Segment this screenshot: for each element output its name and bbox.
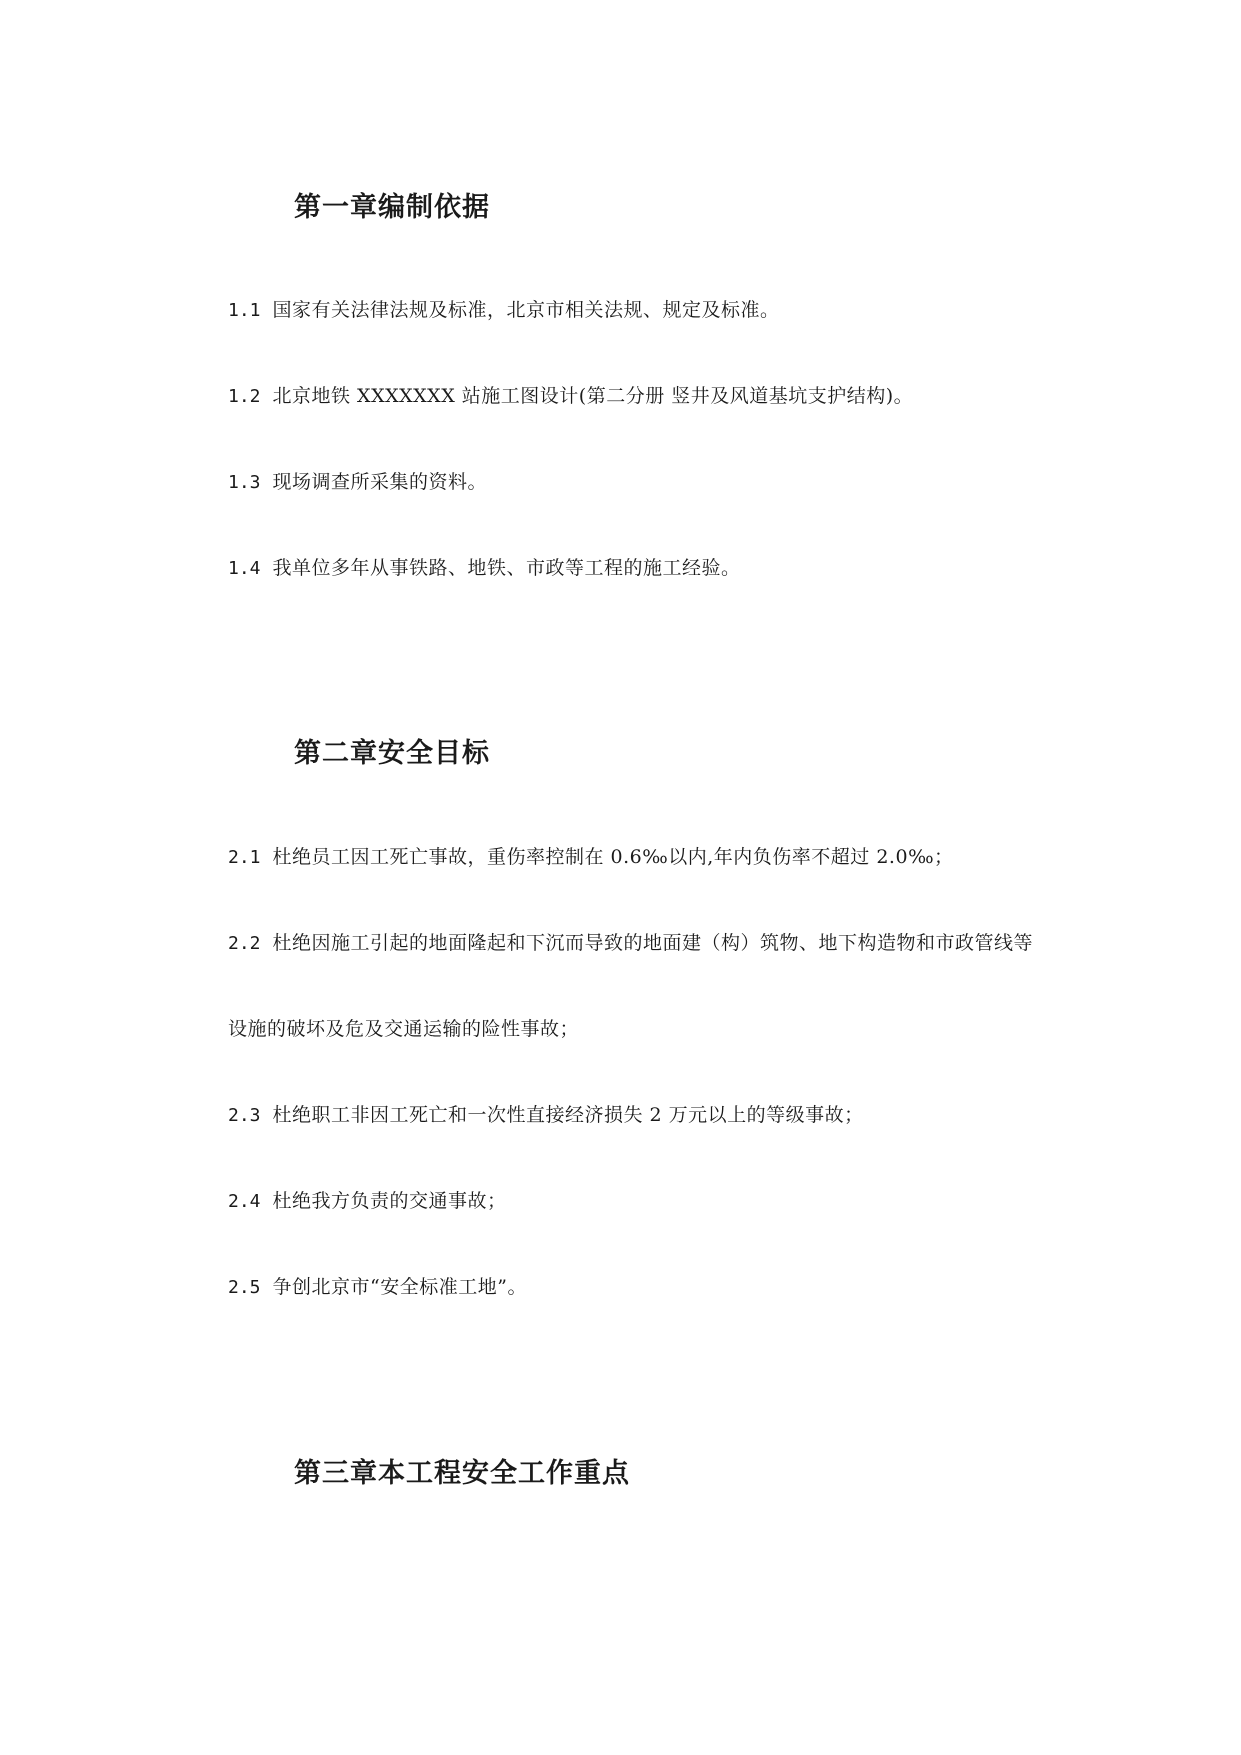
list-item-2-1 [228, 843, 954, 872]
item-number: 1.4 [228, 558, 261, 579]
item-number: 1.3 [228, 472, 261, 493]
item-text: 杜绝职工非因工死亡和一次性直接经济损失 2 万元以上的等级事故； [272, 1104, 864, 1126]
item-text: 国家有关法律法规及标准，北京市相关法规、规定及标准。 [272, 299, 780, 321]
item-text: 现场调查所采集的资料。 [272, 471, 488, 493]
list-item-1-4 [228, 554, 741, 583]
item-number: 1.1 [228, 300, 261, 321]
list-item-2-2-continuation: 设施的破坏及危及交通运输的险性事故； [228, 1018, 580, 1040]
item-text: 我单位多年从事铁路、地铁、市政等工程的施工经验。 [272, 557, 741, 579]
list-item-1-2 [228, 382, 913, 411]
list-item-2-5 [228, 1273, 527, 1302]
item-text: 北京地铁 XXXXXXX 站施工图设计(第二分册 竖井及风道基坑支护结构)。 [272, 385, 914, 407]
list-item-2-3 [228, 1101, 864, 1130]
item-number: 2.3 [228, 1105, 261, 1126]
item-number: 2.1 [228, 847, 261, 868]
list-item-1-1 [228, 296, 780, 325]
chapter-1-title: 第一章编制依据 [294, 192, 490, 223]
chapter-2-title: 第二章安全目标 [294, 738, 490, 769]
list-item-1-3 [228, 468, 487, 497]
item-text: 争创北京市“安全标准工地”。 [272, 1276, 527, 1298]
item-number: 1.2 [228, 386, 261, 407]
item-text: 杜绝因施工引起的地面隆起和下沉而导致的地面建（构）筑物、地下构造物和市政管线等 [272, 932, 1034, 954]
item-text: 杜绝我方负责的交通事故； [272, 1190, 507, 1212]
list-item-2-4 [228, 1187, 507, 1216]
item-number: 2.2 [228, 933, 261, 954]
chapter-3-title: 第三章本工程安全工作重点 [294, 1458, 630, 1489]
item-number: 2.4 [228, 1191, 261, 1212]
item-text: 杜绝员工因工死亡事故，重伤率控制在 0.6‰以内,年内负伤率不超过 2.0‰； [272, 846, 954, 868]
item-number: 2.5 [228, 1277, 261, 1298]
list-item-2-2 [228, 929, 1033, 958]
